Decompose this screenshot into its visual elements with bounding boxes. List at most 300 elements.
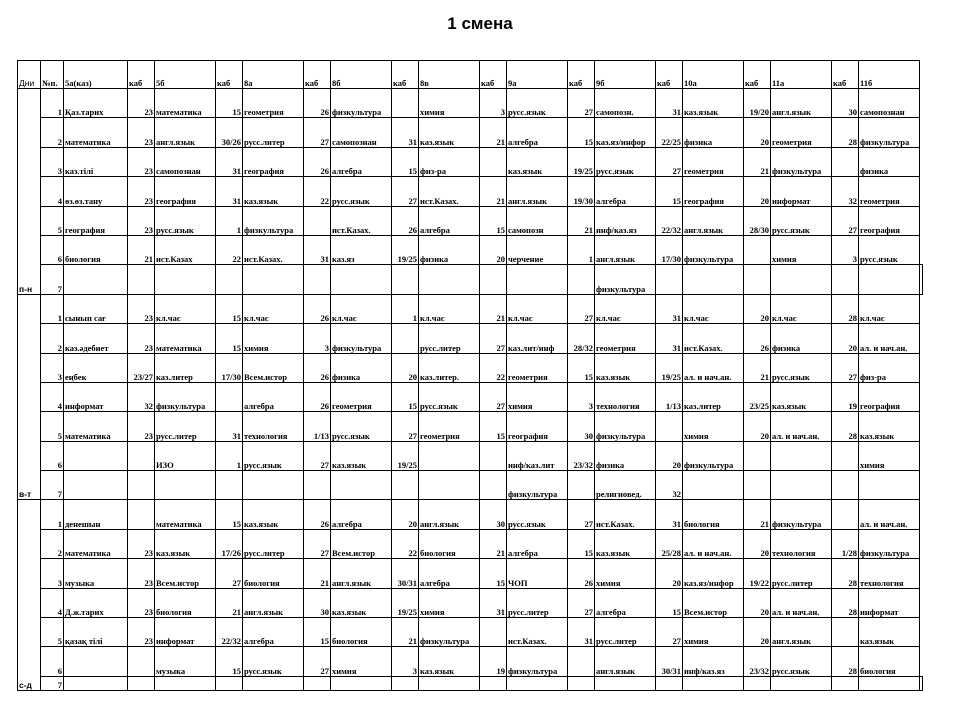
room-cell [832,618,859,647]
table-row [18,676,923,690]
room-cell: 15 [480,412,507,441]
subject-cell: кл.час [155,294,216,323]
room-cell: 23 [128,324,155,353]
subject-cell: география [64,206,128,235]
subject-cell: ист.Казах. [243,235,304,264]
lesson-number: 2 [41,118,64,147]
room-cell: 3 [480,89,507,118]
subject-cell: Всем.истор [331,529,392,558]
room-cell: 22 [304,177,331,206]
subject-cell [64,647,128,676]
table-row [18,177,923,206]
room-cell: 23/32 [744,647,771,676]
room-cell: 15 [216,294,243,323]
header-cell: 11а [771,61,832,89]
room-cell: 19/20 [744,89,771,118]
subject-cell: ал. и нач.ан. [771,588,832,617]
subject-cell [771,265,832,294]
subject-cell [64,441,128,470]
subject-cell: ист.Казах. [683,324,744,353]
room-cell: 26 [392,206,419,235]
subject-cell: алгебра [595,177,656,206]
table-row [18,294,923,323]
subject-cell: кл.час [771,294,832,323]
subject-cell: англ.язык [419,500,480,529]
subject-cell: русс.язык [331,177,392,206]
subject-cell: химия [771,235,832,264]
room-cell: 22/32 [216,618,243,647]
room-cell [832,441,859,470]
room-cell [304,206,331,235]
subject-cell: математика [64,118,128,147]
subject-cell: физкультура [859,529,920,558]
room-cell: 1 [568,235,595,264]
room-cell: 19 [832,382,859,411]
subject-cell: каз.язык [243,177,304,206]
subject-cell: кл.час [595,294,656,323]
subject-cell: русс.язык [771,206,832,235]
room-cell: 22/32 [656,206,683,235]
room-cell: 20 [744,618,771,647]
subject-cell: Қаз.тарих [64,89,128,118]
subject-cell: технология [595,382,656,411]
room-cell: 23 [128,529,155,558]
room-cell: 23 [128,588,155,617]
subject-cell: математика [155,89,216,118]
subject-cell: русс.язык [507,500,568,529]
room-cell [744,235,771,264]
room-cell [216,676,243,690]
header-row [18,61,923,89]
room-cell: 3 [304,324,331,353]
room-cell: 21 [568,206,595,235]
header-cell: каб [744,61,771,89]
room-cell [480,618,507,647]
room-cell: 20 [744,294,771,323]
subject-cell [331,676,392,690]
subject-cell: русс.литер [243,118,304,147]
subject-cell: черчение [507,235,568,264]
subject-cell [771,471,832,500]
subject-cell: биология [419,529,480,558]
subject-cell: кл.час [507,294,568,323]
day-label: п-н [18,89,41,295]
room-cell: 20 [656,559,683,588]
lesson-number: 7 [41,265,64,294]
room-cell [392,265,419,294]
room-cell: 27 [304,647,331,676]
room-cell [128,676,155,690]
subject-cell: физкультура [683,235,744,264]
lesson-number: 4 [41,382,64,411]
room-cell: 3 [832,235,859,264]
subject-cell: технология [859,559,920,588]
room-cell [656,676,683,690]
room-cell: 15 [216,647,243,676]
room-cell: 20 [744,412,771,441]
room-cell: 27 [568,588,595,617]
subject-cell: религиовед. [595,471,656,500]
room-cell: 17/30 [656,235,683,264]
subject-cell: технология [243,412,304,441]
subject-cell: Всем.истор [155,559,216,588]
room-cell [920,265,923,294]
room-cell: 1/13 [304,412,331,441]
subject-cell: ист.Казах. [419,177,480,206]
page-title: 1 смена [447,14,513,33]
subject-cell: математика [155,500,216,529]
room-cell: 21 [480,118,507,147]
room-cell [480,676,507,690]
room-cell: 27 [568,500,595,529]
room-cell: 19/22 [744,559,771,588]
subject-cell: география [507,412,568,441]
room-cell: 22 [392,529,419,558]
subject-cell: физкультура [595,265,656,294]
header-day: Дни [18,61,41,89]
room-cell: 28 [832,588,859,617]
subject-cell: каз.язык [683,89,744,118]
room-cell: 31 [216,147,243,176]
subject-cell: геометрия [595,324,656,353]
room-cell: 26 [304,147,331,176]
header-cell: 10а [683,61,744,89]
subject-cell: англ.язык [331,559,392,588]
header-cell: 8в [419,61,480,89]
subject-cell: денешын [64,500,128,529]
subject-cell: кл.час [419,294,480,323]
subject-cell [595,676,656,690]
room-cell: 21 [216,588,243,617]
room-cell: 30 [304,588,331,617]
subject-cell: биология [859,647,920,676]
subject-cell: кл.час [859,294,920,323]
subject-cell [507,265,568,294]
room-cell: 22 [216,235,243,264]
subject-cell: русс.язык [243,441,304,470]
subject-cell [243,471,304,500]
room-cell: 23 [128,89,155,118]
subject-cell: каз.язык [595,353,656,382]
room-cell [832,676,859,690]
subject-cell [64,676,128,690]
subject-cell: технология [771,529,832,558]
room-cell: 23 [128,294,155,323]
room-cell: 27 [216,559,243,588]
room-cell: 19/25 [656,353,683,382]
header-cell: 9а [507,61,568,89]
subject-cell: каз.литер [155,353,216,382]
subject-cell: геометрия [243,89,304,118]
table-row [18,118,923,147]
room-cell: 31 [304,235,331,264]
subject-cell [155,676,216,690]
room-cell: 23 [128,618,155,647]
room-cell: 30/26 [216,118,243,147]
subject-cell: геометрия [771,118,832,147]
subject-cell: химия [243,324,304,353]
room-cell: 28/30 [744,206,771,235]
room-cell: 31 [480,588,507,617]
subject-cell: геометрия [683,147,744,176]
subject-cell: русс.язык [859,235,920,264]
header-cell: каб [128,61,155,89]
header-cell: каб [568,61,595,89]
room-cell: 20 [832,324,859,353]
room-cell: 20 [744,529,771,558]
room-cell: 21 [304,559,331,588]
table-row [18,647,923,676]
subject-cell: русс.язык [507,89,568,118]
subject-cell: информат [859,588,920,617]
subject-cell: ЧОП [507,559,568,588]
subject-cell: биология [64,235,128,264]
room-cell: 28 [832,118,859,147]
header-cell: 11б [859,61,920,89]
table-row [18,235,923,264]
subject-cell: англ.язык [771,618,832,647]
day-label: в-т [18,294,41,500]
room-cell: 31 [656,294,683,323]
subject-cell: химия [419,588,480,617]
room-cell: 30/31 [392,559,419,588]
room-cell: 22/25 [656,118,683,147]
room-cell: 21 [744,500,771,529]
room-cell: 31 [568,618,595,647]
subject-cell: физкультура [331,324,392,353]
lesson-number: 7 [41,676,64,690]
room-cell: 15 [392,147,419,176]
subject-cell: русс.язык [155,206,216,235]
table-row [18,206,923,235]
room-cell: 15 [656,177,683,206]
room-cell: 20 [656,441,683,470]
room-cell: 17/26 [216,529,243,558]
subject-cell: география [155,177,216,206]
room-cell: 31 [392,118,419,147]
table-row [18,265,923,294]
room-cell: 15 [392,382,419,411]
header-cell: каб [832,61,859,89]
subject-cell: ал. и нач.ан. [771,412,832,441]
subject-cell: алгебра [331,500,392,529]
table-row [18,147,923,176]
room-cell [568,676,595,690]
subject-cell: англ.язык [507,177,568,206]
room-cell: 27 [480,324,507,353]
subject-cell: ист.Казах [155,235,216,264]
subject-cell: каз.язык [771,382,832,411]
lesson-number: 3 [41,559,64,588]
subject-cell: химия [507,382,568,411]
subject-cell: самопознан [331,118,392,147]
subject-cell: физ-ра [859,353,920,382]
subject-cell: кл.час [683,294,744,323]
room-cell: 27 [656,147,683,176]
room-cell: 15 [568,118,595,147]
room-cell [304,265,331,294]
room-cell: 25/28 [656,529,683,558]
subject-cell: информат [771,177,832,206]
room-cell [392,89,419,118]
subject-cell: каз.язык [859,618,920,647]
subject-cell: химия [331,647,392,676]
subject-cell: өз.өз.тану [64,177,128,206]
room-cell: 15 [656,588,683,617]
room-cell [480,265,507,294]
subject-cell [683,471,744,500]
room-cell [216,471,243,500]
room-cell: 31 [216,412,243,441]
lesson-number: 7 [41,471,64,500]
room-cell: 1/28 [832,529,859,558]
room-cell: 20 [480,235,507,264]
table-row [18,529,923,558]
room-cell [392,676,419,690]
room-cell: 15 [216,324,243,353]
subject-cell: биология [155,588,216,617]
subject-cell: география [859,382,920,411]
lesson-number: 1 [41,89,64,118]
room-cell [656,412,683,441]
subject-cell [243,265,304,294]
subject-cell: химия [595,559,656,588]
room-cell: 31 [656,89,683,118]
table-row [18,559,923,588]
table-row [18,412,923,441]
subject-cell: алгебра [419,559,480,588]
room-cell: 32 [128,382,155,411]
subject-cell: математика [64,529,128,558]
subject-cell: физкультура [243,206,304,235]
room-cell: 27 [832,206,859,235]
subject-cell: геометрия [419,412,480,441]
subject-cell: инф/каз.лит [507,441,568,470]
room-cell: 30 [480,500,507,529]
subject-cell: физика [771,324,832,353]
subject-cell: каз.язык [243,500,304,529]
room-cell [480,147,507,176]
subject-cell: каз.тілі [64,147,128,176]
room-cell: 26 [568,559,595,588]
room-cell: 26 [304,500,331,529]
subject-cell: каз.яз/инфор [595,118,656,147]
room-cell: 17/30 [216,353,243,382]
table-row [18,382,923,411]
subject-cell: русс.язык [243,647,304,676]
subject-cell [683,265,744,294]
subject-cell: самопознан [859,89,920,118]
room-cell: 1 [392,294,419,323]
room-cell: 31 [216,177,243,206]
room-cell [392,471,419,500]
room-cell [744,265,771,294]
subject-cell [64,265,128,294]
room-cell: 3 [568,382,595,411]
room-cell: 20 [744,118,771,147]
subject-cell: физика [859,147,920,176]
subject-cell: Всем.истор [243,353,304,382]
room-cell [832,471,859,500]
subject-cell: қазақ тілі [64,618,128,647]
subject-cell: география [243,147,304,176]
room-cell: 15 [480,559,507,588]
subject-cell: Д.ж.тарих [64,588,128,617]
subject-cell: химия [683,412,744,441]
room-cell [216,382,243,411]
subject-cell: самопозн [507,206,568,235]
lesson-number: 2 [41,324,64,353]
subject-cell [859,265,920,294]
subject-cell: алгебра [419,206,480,235]
room-cell: 26 [304,89,331,118]
subject-cell: физ-ра [419,147,480,176]
room-cell: 27 [304,441,331,470]
subject-cell: биология [243,559,304,588]
subject-cell [771,441,832,470]
subject-cell: каз.язык [155,529,216,558]
subject-cell: каз.язык [859,412,920,441]
subject-cell: англ.язык [595,647,656,676]
day-label: с-д [18,500,41,690]
room-cell: 3 [392,647,419,676]
lesson-number: 5 [41,412,64,441]
subject-cell: Всем.истор [683,588,744,617]
subject-cell: физика [419,235,480,264]
subject-cell: англ.язык [771,89,832,118]
subject-cell [64,471,128,500]
room-cell: 15 [216,500,243,529]
subject-cell: информат [64,382,128,411]
subject-cell: англ.язык [595,235,656,264]
lesson-number: 6 [41,647,64,676]
subject-cell [419,676,480,690]
subject-cell: ал. и нач.ан. [859,324,920,353]
room-cell: 15 [480,206,507,235]
room-cell: 26 [304,353,331,382]
header-cell: каб [656,61,683,89]
room-cell: 23 [128,177,155,206]
header-cell: каб [480,61,507,89]
room-cell: 19 [480,647,507,676]
room-cell: 28 [832,294,859,323]
subject-cell: русс.литер [419,324,480,353]
room-cell: 19/25 [392,235,419,264]
table-row [18,618,923,647]
subject-cell: каз.яз/инфор [683,559,744,588]
subject-cell [155,471,216,500]
room-cell: 15 [216,89,243,118]
room-cell: 32 [832,177,859,206]
table-row [18,471,923,500]
subject-cell: музыка [64,559,128,588]
subject-cell: русс.язык [771,353,832,382]
subject-cell [419,441,480,470]
subject-cell: русс.литер [155,412,216,441]
room-cell [832,265,859,294]
room-cell: 1 [216,206,243,235]
room-cell: 20 [744,177,771,206]
subject-cell: информат [155,618,216,647]
subject-cell: биология [331,618,392,647]
room-cell: 21 [480,529,507,558]
room-cell [744,441,771,470]
room-cell: 27 [568,294,595,323]
subject-cell [859,471,920,500]
room-cell: 27 [656,618,683,647]
room-cell: 15 [568,353,595,382]
subject-cell: алгебра [243,618,304,647]
